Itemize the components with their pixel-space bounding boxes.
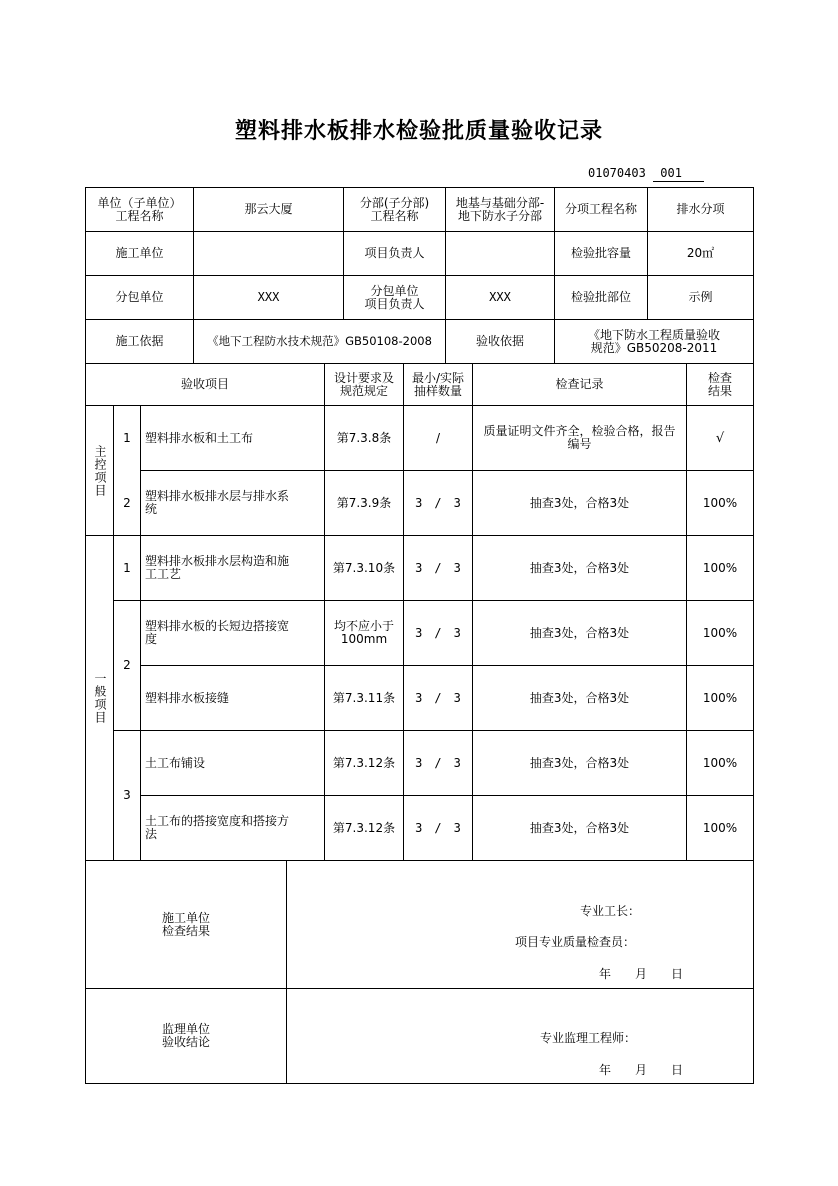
item-name: 塑料排水板排水层与排水系 统 <box>145 489 290 516</box>
col-acceptance-item: 验收项目 <box>180 377 229 391</box>
inspection-record: 抽查3处，合格3处 <box>529 820 630 835</box>
sample-quantity: 3 / 3 <box>415 755 461 770</box>
sample-quantity: 3 / 3 <box>415 690 461 705</box>
group-number: 1 <box>123 560 131 575</box>
construction-check-label: 施工单位 检查结果 <box>161 910 210 938</box>
division-label: 分部(子分部) 工程名称 <box>359 195 430 223</box>
inspection-result: 100% <box>702 820 738 835</box>
subcontractor-value: XXX <box>257 290 280 304</box>
inspection-result: 100% <box>702 690 738 705</box>
unit-project-label: 单位（子单位） 工程名称 <box>97 195 182 223</box>
batch-location-value: 示例 <box>688 290 713 304</box>
subitem-label: 分项工程名称 <box>564 202 637 216</box>
form-code-suffix: 001 <box>653 166 704 182</box>
inspection-result: 100% <box>702 625 738 640</box>
sample-quantity: 3 / 3 <box>415 495 461 510</box>
design-requirement: 第7.3.12条 <box>332 820 396 835</box>
sub-project-manager-value: XXX <box>489 290 511 304</box>
form-code <box>588 166 704 180</box>
item-name: 塑料排水板和土工布 <box>145 430 254 445</box>
design-requirement: 均不应小于 100mm <box>333 619 394 646</box>
col-sample-quantity: 最小/实际 抽样数量 <box>411 370 465 398</box>
sub-project-manager-label: 分包单位 项目负责人 <box>364 283 425 311</box>
design-requirement: 第7.3.10条 <box>332 560 396 575</box>
item-name: 塑料排水板排水层构造和施 工工艺 <box>145 554 290 581</box>
contractor-value <box>194 232 343 275</box>
form-code-prefix: 01070403 <box>588 166 646 180</box>
design-requirement: 第7.3.12条 <box>332 755 396 770</box>
inspection-record: 质量证明文件齐全，检验合格，报告 编号 <box>483 424 676 451</box>
construction-basis-label: 施工依据 <box>115 334 164 348</box>
sample-quantity: 3 / 3 <box>415 625 461 640</box>
design-requirement: 第7.3.8条 <box>336 430 392 445</box>
design-requirement: 第7.3.11条 <box>332 690 396 705</box>
inspection-result: 100% <box>702 495 738 510</box>
group-number: 2 <box>123 658 131 672</box>
project-manager-value <box>446 232 554 275</box>
foreman-signature: 专业工长： <box>580 904 641 918</box>
inspection-record: 抽查3处，合格3处 <box>529 625 630 640</box>
sample-quantity: 3 / 3 <box>415 560 461 575</box>
design-requirement: 第7.3.9条 <box>336 495 392 510</box>
col-inspection-record: 检查记录 <box>555 377 604 391</box>
item-name: 土工布的搭接宽度和搭接方 法 <box>145 814 290 841</box>
subitem-value: 排水分项 <box>676 202 725 216</box>
col-inspection-result: 检查 结果 <box>707 370 732 398</box>
inspection-result: 100% <box>702 560 738 575</box>
row-number: 1 <box>123 430 131 445</box>
item-name: 塑料排水板的长短边搭接宽 度 <box>145 619 290 646</box>
batch-capacity-value: 20㎡ <box>686 246 715 260</box>
construction-basis-value: 《地下工程防水技术规范》GB50108-2008 <box>207 334 432 348</box>
inspection-record: 抽查3处，合格3处 <box>529 690 630 705</box>
subcontractor-label: 分包单位 <box>115 290 164 304</box>
supervision-date: 年 月 日 <box>599 1063 684 1077</box>
inspection-record: 抽查3处，合格3处 <box>529 755 630 770</box>
division-value: 地基与基础分部- 地下防水子分部 <box>455 195 545 223</box>
construction-check-date: 年 月 日 <box>599 967 684 981</box>
batch-capacity-label: 检验批容量 <box>570 246 631 260</box>
general-items-label: 一般项目 <box>93 672 107 724</box>
supervision-conclusion-label: 监理单位 验收结论 <box>161 1022 210 1049</box>
quality-inspector-signature: 项目专业质量检查员： <box>515 935 636 949</box>
sample-quantity: 3 / 3 <box>415 820 461 835</box>
acceptance-basis-label: 验收依据 <box>475 334 524 348</box>
main-control-label: 主控项目 <box>93 444 107 497</box>
group-number: 3 <box>123 788 131 802</box>
inspection-result: √ <box>715 430 725 446</box>
item-name: 塑料排水板接缝 <box>145 690 230 705</box>
supervising-engineer-signature: 专业监理工程师： <box>540 1031 637 1045</box>
col-design-requirement: 设计要求及 规范规定 <box>333 370 394 398</box>
inspection-record: 抽查3处，合格3处 <box>529 495 630 510</box>
acceptance-basis-value: 《地下防水工程质量验收 规范》GB50208-2011 <box>587 327 720 355</box>
item-name: 土工布铺设 <box>145 755 206 770</box>
row-number: 2 <box>123 495 131 510</box>
sample-quantity: / <box>435 430 441 445</box>
inspection-result: 100% <box>702 755 738 770</box>
batch-location-label: 检验批部位 <box>570 290 631 304</box>
page-title: 塑料排水板排水检验批质量验收记录 <box>234 119 603 144</box>
inspection-record: 抽查3处，合格3处 <box>529 560 630 575</box>
contractor-label: 施工单位 <box>115 246 164 260</box>
unit-project-value: 那云大厦 <box>244 202 293 216</box>
project-manager-label: 项目负责人 <box>364 246 425 260</box>
